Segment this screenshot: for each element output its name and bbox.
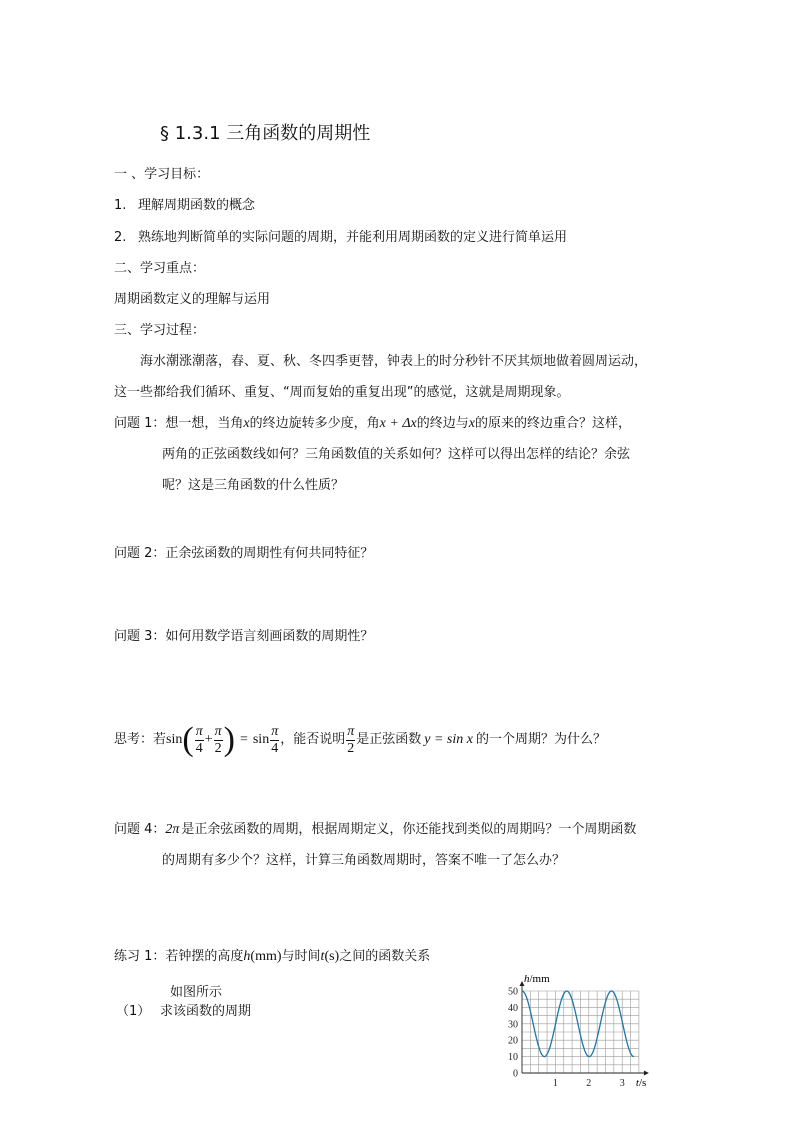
question-text: 如何用数学语言刻画函数的周期性？: [165, 629, 374, 644]
think-text-mid: ，能否说明: [280, 732, 346, 747]
section-heading-goals: 一 、学习目标：: [114, 167, 210, 182]
question-label: 问题 4：: [114, 822, 166, 837]
chart-ylabel: [524, 973, 550, 985]
pendulum-height-chart: [500, 964, 675, 1092]
question-2: [114, 545, 373, 563]
intro-paragraph-line2: 这一些都给我们循环、重复、“周而复始的重复出现”的感觉，这就是周期现象。: [114, 385, 570, 400]
chart-grid: [522, 991, 639, 1073]
question-1-line1: [114, 415, 631, 433]
intro-paragraph-line1: 海水潮涨潮落，春、夏、秋、冬四季更替，钟表上的时分秒针不厌其烦地做着圆周运动，: [140, 354, 648, 369]
ylabel-var: h: [524, 973, 530, 985]
ex1-text-c: 之间的函数关系: [339, 949, 431, 964]
ex1-text-a: 若钟摆的高度: [165, 949, 244, 964]
question-text: 正余弦函数的周期性有何共同特征？: [165, 546, 374, 561]
question-4-line1: [114, 821, 636, 839]
subquestion-text: 求该函数的周期: [160, 1004, 252, 1019]
goal-text: 理解周期函数的概念: [138, 198, 256, 213]
y-tick-label: 20: [508, 1035, 518, 1047]
think-question: [114, 718, 606, 762]
question-label: 问题 1：: [114, 416, 166, 431]
math-fraction-pi-2: $\frac{\pi}{2}$: [347, 723, 355, 756]
chart-xlabel: [636, 1077, 646, 1089]
question-label: 问题 3：: [114, 629, 166, 644]
math-2pi: 2π: [165, 822, 180, 837]
goal-item-2: [114, 229, 567, 247]
math-x: x: [468, 416, 475, 431]
q1-text-d: 的原来的终边重合？这样，: [474, 416, 631, 431]
q1-text-b: 的终边旋转多少度，角: [249, 416, 380, 431]
x-tick-label: 3: [619, 1078, 625, 1089]
y-tick-label: 10: [508, 1052, 518, 1064]
math-sin: sin: [252, 732, 270, 747]
math-fraction-pi-2: $\frac{\pi}{2}$: [214, 723, 222, 756]
xlabel-unit: /s: [638, 1077, 647, 1089]
section-heading-process: 三、学习过程：: [114, 323, 206, 338]
question-4-line2: 的周期有多少个？这样，计算三角函数周期时，答案不唯一了怎么办？: [162, 853, 566, 868]
y-tick-label: 30: [508, 1019, 518, 1031]
think-text-end: 的一个周期？为什么？: [475, 732, 606, 747]
math-right-paren: ): [223, 721, 235, 758]
exercise-1-subquestion: [116, 1003, 251, 1021]
math-t: t: [320, 949, 325, 964]
math-s-unit: (s): [324, 949, 340, 964]
math-plus: +: [204, 732, 213, 747]
goal-text: 熟练地判断简单的实际问题的周期，并能利用周期函数的定义进行简单运用: [138, 230, 568, 245]
math-x-plus-dx: x + Δx: [379, 416, 417, 431]
ex1-text-b: 与时间: [281, 949, 321, 964]
q1-text-c: 的终边与: [416, 416, 469, 431]
think-label: 思考：若: [114, 732, 167, 747]
ylabel-unit: /mm: [529, 973, 550, 985]
goal-number: 1.: [114, 198, 127, 213]
page-title: § 1.3.1 三角函数的周期性: [160, 123, 371, 144]
math-mm-unit: (mm): [250, 949, 282, 964]
math-equals: =: [239, 732, 248, 747]
section-heading-keypoints: 二、学习重点：: [114, 261, 206, 276]
exercise-1-line2: 如图所示: [170, 985, 223, 1000]
math-y-sin-x: y = sin x: [424, 732, 473, 747]
question-3: [114, 628, 373, 646]
chart-ticks: [508, 987, 625, 1090]
x-tick-label: 2: [586, 1078, 592, 1089]
math-fraction-pi-4: $\frac{\pi}{4}$: [271, 723, 279, 756]
keypoint-text: 周期函数定义的理解与运用: [114, 292, 271, 307]
question-1-line2: 两角的正弦函数线如何？三角函数值的关系如何？这样可以得出怎样的结论？余弦: [162, 447, 631, 462]
x-tick-label: 1: [552, 1078, 558, 1089]
q1-text-a: 想一想，当角: [165, 416, 244, 431]
exercise-label: 练习 1：: [114, 949, 166, 964]
xlabel-var: t: [635, 1077, 639, 1089]
x-axis-arrow: [644, 1071, 649, 1076]
math-x: x: [243, 416, 250, 431]
y-tick-label: 50: [508, 986, 518, 998]
y-tick-label: 0: [513, 1068, 518, 1080]
think-text-after: 是正弦函数: [356, 732, 422, 747]
exercise-1-line1: [114, 948, 430, 966]
question-1-line3: 呢？这是三角函数的什么性质？: [162, 478, 345, 493]
math-fraction-pi-4: $\frac{\pi}{4}$: [195, 723, 203, 756]
subquestion-number: （1）: [116, 1004, 151, 1019]
math-sin: sin: [166, 732, 183, 747]
goal-item-1: [114, 197, 255, 215]
y-tick-label: 40: [508, 1002, 518, 1014]
goal-number: 2.: [114, 230, 127, 245]
math-left-paren: (: [182, 721, 194, 758]
question-label: 问题 2：: [114, 546, 166, 561]
question-text: 是正余弦函数的周期，根据周期定义，你还能找到类似的周期吗？一个周期函数: [181, 822, 637, 837]
math-h: h: [243, 949, 251, 964]
